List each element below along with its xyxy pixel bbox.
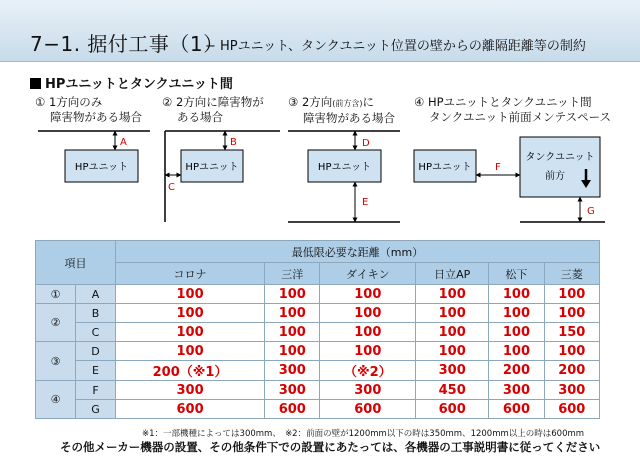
table-cell: 100 [489, 323, 544, 342]
table-cell: 600 [489, 400, 544, 419]
table-cell: 100 [320, 342, 416, 361]
maker-col-5: 三菱 [544, 263, 599, 285]
table-cell: 100 [116, 323, 265, 342]
case-4-line2: タンクユニット前面メンテスペース [429, 110, 612, 124]
table-cell: 100 [320, 285, 416, 304]
table-cell: 300 [320, 381, 416, 400]
footer-note: その他メーカー機器の設置、その他条件下での設置にあたっては、各機器の工事説明書に従ってください [60, 440, 601, 454]
row-key: F [76, 381, 116, 400]
case-4-tank-unit [520, 137, 600, 197]
table-cell: 300 [265, 381, 320, 400]
section-title-text: HPユニットとタンクユニット間 [45, 77, 233, 92]
case-1-hp-label: HPユニット [74, 162, 129, 173]
table-cell: 100 [320, 304, 416, 323]
maker-col-2: ダイキン [320, 263, 416, 285]
case-4-label-f: F [495, 162, 501, 173]
table-cell: 100 [320, 323, 416, 342]
page-title: 7−1. 据付工事（1） [30, 32, 224, 56]
table-cell: 200 [544, 361, 599, 381]
case-3-num: ③ [288, 95, 299, 109]
table-cell: 100 [116, 342, 265, 361]
case-2-line1: 2方向に障害物が [175, 95, 264, 109]
table-cell: 100 [265, 323, 320, 342]
table-cell: 300 [416, 361, 489, 381]
table-row [36, 323, 600, 342]
case-2-line2: ある場合 [177, 110, 223, 124]
table-cell: 300 [489, 381, 544, 400]
case-1-label-a: A [120, 137, 127, 148]
table-cell: 100 [489, 342, 544, 361]
table-cell: 600 [320, 400, 416, 419]
case-3-label-d: D [362, 138, 370, 149]
row-key: B [76, 304, 116, 323]
case-4-line1: HPユニットとタンクユニット間 [427, 95, 592, 109]
table-row [36, 381, 600, 400]
table-row [36, 285, 600, 304]
case-3-label-e: E [362, 197, 369, 208]
case-4-tank-label: タンクユニット [525, 152, 595, 163]
maker-col-3: 日立AP [416, 263, 489, 285]
table-row [36, 400, 600, 419]
case-4-front-label: 前方 [545, 171, 565, 182]
table-cell: 100 [489, 304, 544, 323]
table-cell: 100 [265, 304, 320, 323]
table-cell: 150 [544, 323, 599, 342]
table-cell: （※2） [320, 361, 416, 381]
case-3-line2: 障害物がある場合 [303, 111, 395, 125]
table-cell: 100 [265, 342, 320, 361]
table-cell: 100 [416, 304, 489, 323]
table-cell: 200 [489, 361, 544, 381]
case-1-line1: 1方向のみ [48, 95, 103, 109]
group-label: ④ [36, 381, 76, 419]
case-1-num: ① [35, 95, 46, 109]
case-2-label-c: C [168, 182, 175, 193]
table-cell: 100 [544, 304, 599, 323]
case-2-num: ② [162, 95, 173, 109]
group-label: ③ [36, 342, 76, 381]
table-cell: 100 [116, 285, 265, 304]
table-cell: 600 [544, 400, 599, 419]
case-1-line2: 障害物がある場合 [50, 110, 142, 124]
table-cell: 100 [544, 342, 599, 361]
case-4-hp-label: HPユニット [418, 162, 472, 173]
table-cell: 100 [416, 323, 489, 342]
row-key: G [76, 400, 116, 419]
table-cell: 100 [416, 285, 489, 304]
case-4-label-g: G [587, 206, 595, 217]
case-3-hp-label: HPユニット [317, 162, 372, 173]
table-cell: 300 [116, 381, 265, 400]
row-key: C [76, 323, 116, 342]
table-cell: 100 [489, 285, 544, 304]
item-header: 項目 [36, 241, 116, 285]
clearance-table [35, 240, 600, 419]
table-cell: 600 [265, 400, 320, 419]
table-cell: 600 [116, 400, 265, 419]
case-3-line1b: に [362, 95, 375, 109]
group-label: ① [36, 285, 76, 304]
distance-header: 最低限必要な距離（mm） [116, 241, 600, 263]
table-cell: 300 [544, 381, 599, 400]
row-key: D [76, 342, 116, 361]
table-cell: 600 [416, 400, 489, 419]
table-cell: 100 [416, 342, 489, 361]
table-cell: 200（※1） [116, 361, 265, 381]
maker-col-4: 松下 [489, 263, 544, 285]
case-4-num: ④ [414, 95, 425, 109]
case-3-line1: 2方向 [301, 95, 333, 109]
footnote: ※1：一部機種によっては300mm、 ※2：前面の壁が1200mm以下の時は350mm、1200mm以上の時は600mm [142, 429, 585, 439]
case-2-label-b: B [230, 137, 237, 148]
table-cell: 300 [265, 361, 320, 381]
table-cell: 100 [544, 285, 599, 304]
table-row [36, 304, 600, 323]
row-key: E [76, 361, 116, 381]
table-row [36, 342, 600, 361]
maker-col-1: 三洋 [265, 263, 320, 285]
page-subtitle: − HPユニット、タンクユニット位置の壁からの離隔距離等の制約 [205, 39, 586, 54]
table-cell: 100 [116, 304, 265, 323]
group-label: ② [36, 304, 76, 342]
case-3-note: (前方含) [332, 99, 363, 108]
maker-col-0: コロナ [116, 263, 265, 285]
table-cell: 450 [416, 381, 489, 400]
case-2-hp-label: HPユニット [185, 162, 239, 173]
row-key: A [76, 285, 116, 304]
table-cell: 100 [265, 285, 320, 304]
table-row [36, 361, 600, 381]
